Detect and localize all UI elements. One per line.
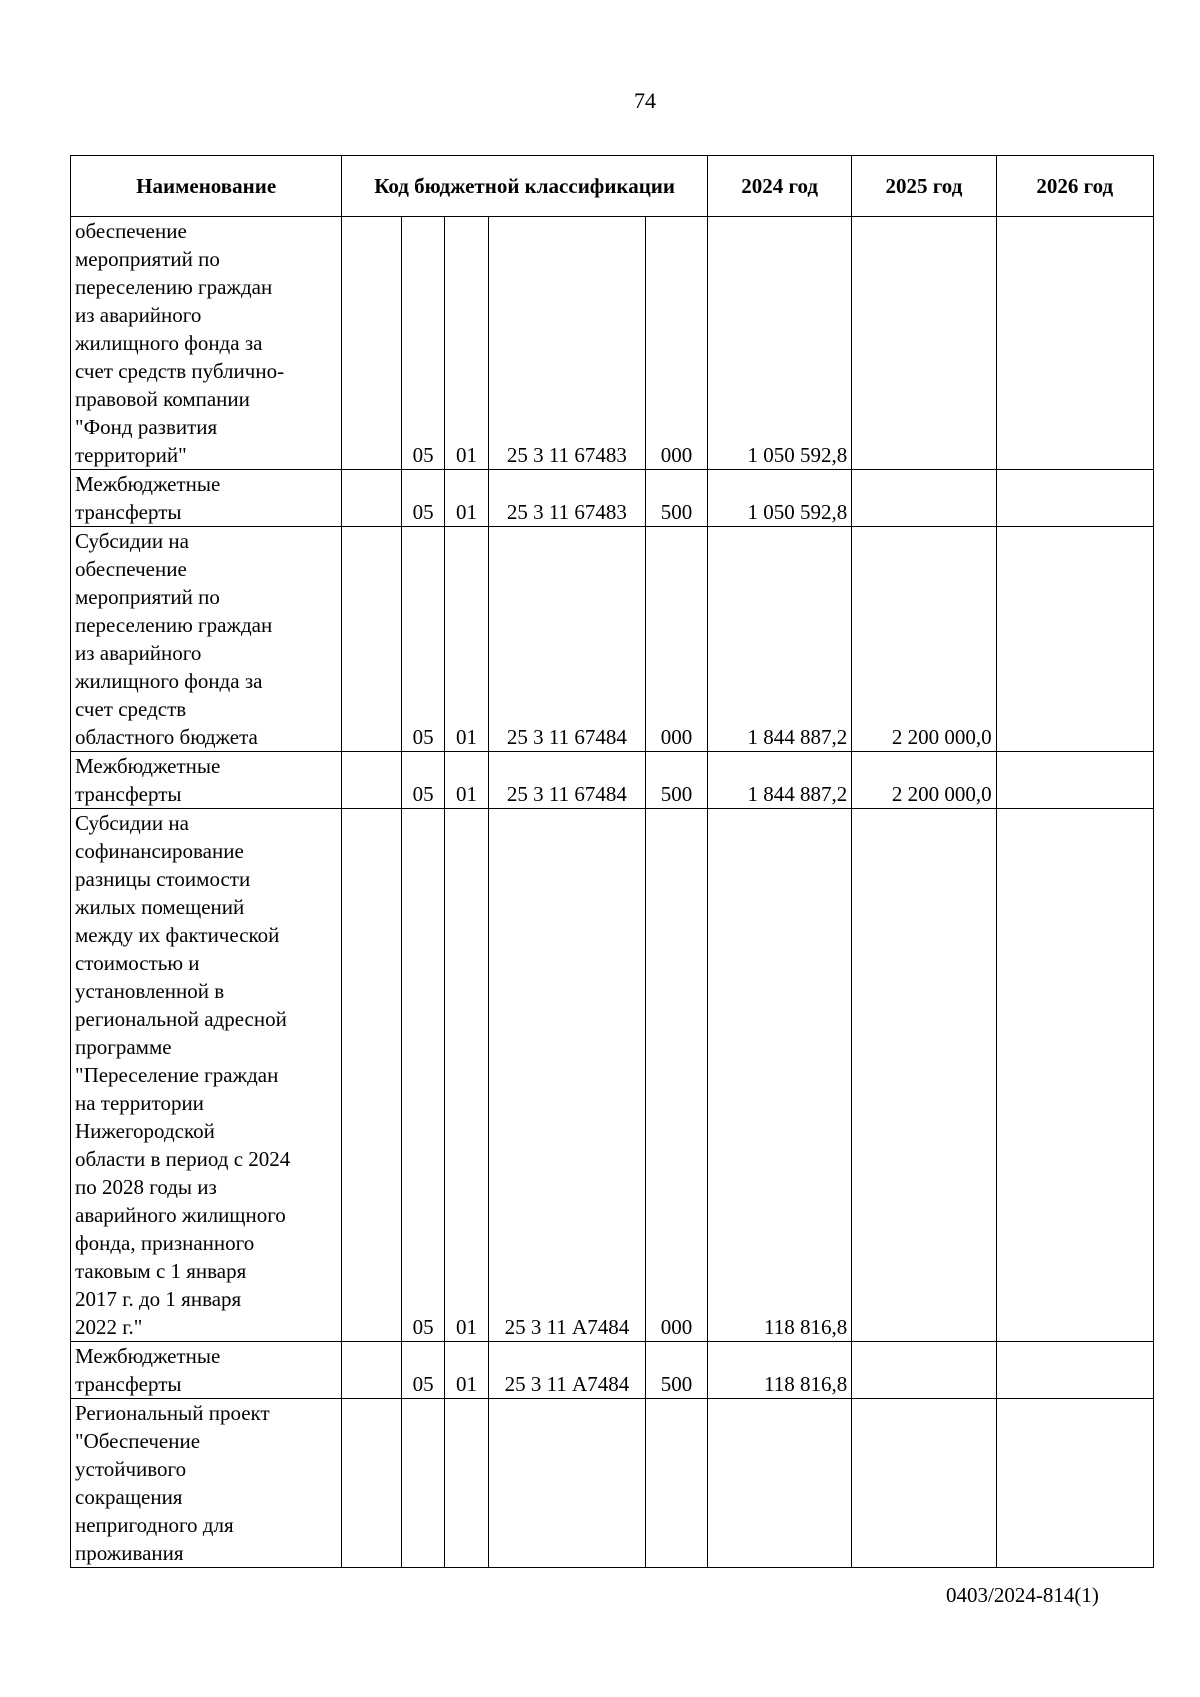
row-2024: 118 816,8 xyxy=(707,809,851,1342)
table-row xyxy=(71,809,1154,1342)
row-2024 xyxy=(707,1399,851,1568)
row-2025 xyxy=(852,1342,996,1399)
row-2024: 118 816,8 xyxy=(707,1342,851,1399)
row-code-section: 05 xyxy=(401,809,444,1342)
row-code-target: 25 3 11 67484 xyxy=(488,752,645,809)
row-2026 xyxy=(996,1342,1153,1399)
row-code-section: 05 xyxy=(401,217,444,470)
row-code-target: 25 3 11 67484 xyxy=(488,527,645,752)
row-name: обеспечение мероприятий по переселению граждан из аварийного жилищного фонда за счет средств публично- правовой компании "Фонд развития территорий" xyxy=(71,217,342,470)
row-code-target: 25 3 11 67483 xyxy=(488,470,645,527)
row-code-subsection: 01 xyxy=(445,752,488,809)
row-2025: 2 200 000,0 xyxy=(852,527,996,752)
table-header-row xyxy=(71,156,1154,217)
row-2024: 1 844 887,2 xyxy=(707,752,851,809)
header-name: Наименование xyxy=(71,156,342,217)
row-code-1 xyxy=(342,752,402,809)
row-name: Межбюджетные трансферты xyxy=(71,470,342,527)
table-row xyxy=(71,217,1154,470)
row-code-subsection: 01 xyxy=(445,809,488,1342)
table-row xyxy=(71,752,1154,809)
row-code-subsection xyxy=(445,1399,488,1568)
row-code-1 xyxy=(342,217,402,470)
page-number: 74 xyxy=(634,88,656,113)
row-code-expense: 000 xyxy=(646,217,708,470)
row-code-target xyxy=(488,1399,645,1568)
row-2024: 1 844 887,2 xyxy=(707,527,851,752)
row-2024: 1 050 592,8 xyxy=(707,470,851,527)
row-name: Региональный проект "Обеспечение устойчивого сокращения непригодного для проживания xyxy=(71,1399,342,1568)
row-2026 xyxy=(996,217,1153,470)
header-code: Код бюджетной классификации xyxy=(342,156,708,217)
row-name: Субсидии на софинансирование разницы стоимости жилых помещений между их фактической стоимостью и установленной в региональной адресной программе "Переселение граждан на территории Нижегородской области в период с 2024 по 2028 годы из аварийного жилищного фонда, признанного таковым с 1 января 2017 г. до 1 января 2022 г." xyxy=(71,809,342,1342)
row-2026 xyxy=(996,527,1153,752)
row-2025 xyxy=(852,1399,996,1568)
table-row xyxy=(71,1342,1154,1399)
row-code-expense: 000 xyxy=(646,527,708,752)
row-code-subsection: 01 xyxy=(445,217,488,470)
row-code-target: 25 3 11 67483 xyxy=(488,217,645,470)
row-name: Межбюджетные трансферты xyxy=(71,1342,342,1399)
row-code-target: 25 3 11 А7484 xyxy=(488,1342,645,1399)
header-2026: 2026 год xyxy=(996,156,1153,217)
row-2026 xyxy=(996,752,1153,809)
row-code-expense: 000 xyxy=(646,809,708,1342)
row-code-1 xyxy=(342,470,402,527)
row-code-expense: 500 xyxy=(646,752,708,809)
row-code-subsection: 01 xyxy=(445,470,488,527)
table-row xyxy=(71,1399,1154,1568)
row-code-section: 05 xyxy=(401,1342,444,1399)
header-2025: 2025 год xyxy=(852,156,996,217)
row-code-expense xyxy=(646,1399,708,1568)
row-code-section: 05 xyxy=(401,527,444,752)
row-code-expense: 500 xyxy=(646,1342,708,1399)
row-code-expense: 500 xyxy=(646,470,708,527)
row-code-section: 05 xyxy=(401,470,444,527)
row-2025 xyxy=(852,217,996,470)
row-2024: 1 050 592,8 xyxy=(707,217,851,470)
budget-table xyxy=(70,155,1154,1568)
table-row xyxy=(71,527,1154,752)
row-code-subsection: 01 xyxy=(445,1342,488,1399)
row-2025: 2 200 000,0 xyxy=(852,752,996,809)
row-2026 xyxy=(996,809,1153,1342)
row-2025 xyxy=(852,470,996,527)
row-code-section: 05 xyxy=(401,752,444,809)
document-code: 0403/2024-814(1) xyxy=(946,1583,1099,1607)
row-code-target: 25 3 11 А7484 xyxy=(488,809,645,1342)
row-code-section xyxy=(401,1399,444,1568)
row-code-1 xyxy=(342,809,402,1342)
row-code-subsection: 01 xyxy=(445,527,488,752)
row-2026 xyxy=(996,1399,1153,1568)
row-2026 xyxy=(996,470,1153,527)
row-code-1 xyxy=(342,1399,402,1568)
row-name: Субсидии на обеспечение мероприятий по переселению граждан из аварийного жилищного фонда за счет средств областного бюджета xyxy=(71,527,342,752)
row-2025 xyxy=(852,809,996,1342)
table-row xyxy=(71,470,1154,527)
row-code-1 xyxy=(342,1342,402,1399)
row-name: Межбюджетные трансферты xyxy=(71,752,342,809)
header-2024: 2024 год xyxy=(707,156,851,217)
row-code-1 xyxy=(342,527,402,752)
